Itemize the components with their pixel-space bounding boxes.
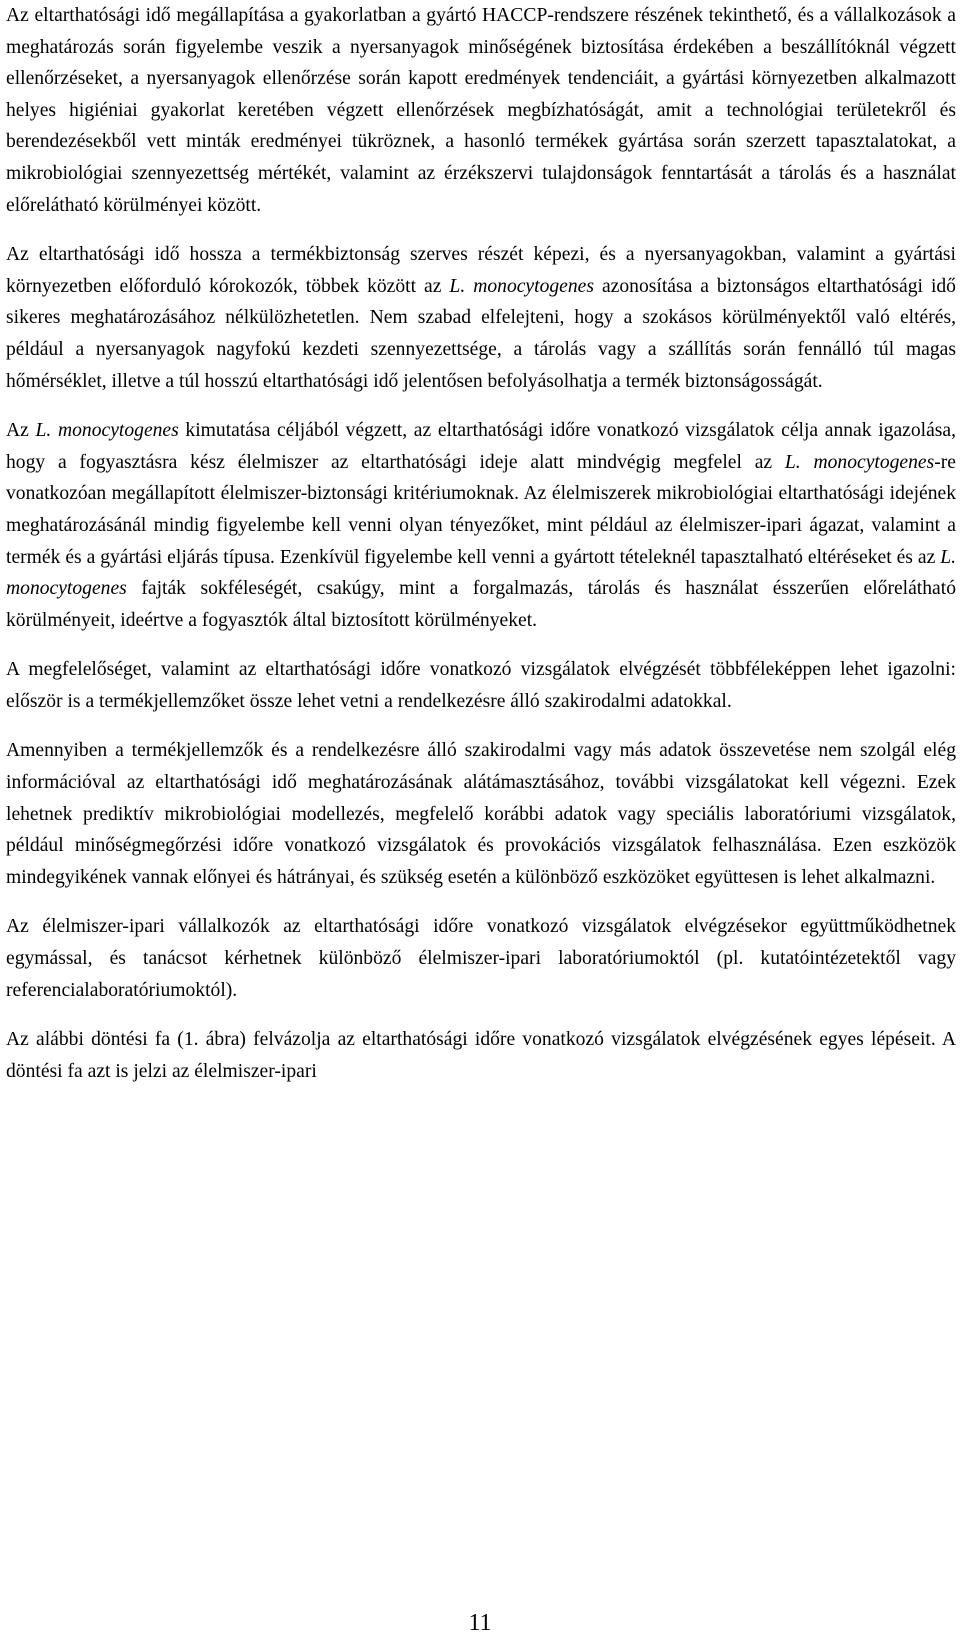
paragraph-text: Az eltarthatósági idő hossza a termékbiztonság szerves részét képezi, és a nyersanyagokban, valamint a gyártási környezetben előforduló kórokozók, többek között az	[6, 244, 956, 297]
paragraph-7	[6, 1024, 956, 1087]
paragraph-4	[6, 654, 956, 717]
paragraph-text: Az alábbi döntési fa (1. ábra) felvázolja az eltarthatósági időre vonatkozó vizsgálatok elvégzésének egyes lépéseit. A döntési fa azt is jelzi az élelmiszer-ipari	[6, 1029, 956, 1082]
paragraph-text: Az élelmiszer-ipari vállalkozók az eltarthatósági időre vonatkozó vizsgálatok elvégzésekor együttműködhetnek egymással, és tanácsot kérhetnek különböző élelmiszer-ipari laboratóriumoktól (pl. kutatóintézetektől vagy referencialaboratóriumoktól).	[6, 916, 956, 1001]
document-page	[6, 0, 956, 1087]
paragraph-text: Az	[6, 420, 36, 442]
paragraph-text: Amennyiben a termékjellemzők és a rendelkezésre álló szakirodalmi vagy más adatok összevetése nem szolgál elég információval az eltarthatósági idő meghatározásának alátámasztásához, további vizsgálatokat kell végezni. Ezek lehetnek prediktív mikrobiológiai modellezés, megfelelő korábbi adatok vagy speciális laboratóriumi vizsgálatok, például minőségmegőrzési időre vonatkozó vizsgálatok és provokációs vizsgálatok felhasználása. Ezen eszközök mindegyikének vannak előnyei és hátrányai, és szükség esetén a különböző eszközöket együttesen is lehet alkalmazni.	[6, 740, 956, 888]
paragraph-text: Az eltarthatósági idő megállapítása a gyakorlatban a gyártó HACCP-rendszere részének tekinthető, és a vállalkozások a meghatározás során figyelembe veszik a nyersanyagok minőségének biztosítása érdekében a beszállítóknál végzett ellenőrzéseket, a nyersanyagok ellenőrzése során kapott eredmények tendenciáit, a gyártási környezetben alkalmazott helyes higiéniai gyakorlat keretében végzett ellenőrzések megbízhatóságát, amit a technológiai területekről és berendezésekből vett minták eredményei tükröznek, a hasonló termékek gyártása során szerzett tapasztalatokat, a mikrobiológiai szennyezettség mértékét, valamint az érzékszervi tulajdonságok fenntartását a tárolás és a használat előrelátható körülményei között.	[6, 5, 956, 216]
paragraph-text: fajták sokféleségét, csakúgy, mint a forgalmazás, tárolás és használat ésszerűen előrelátható körülményeit, ideértve a fogyasztók által biztosított körülményeket.	[6, 578, 956, 631]
paragraph-2	[6, 239, 956, 397]
paragraph-5	[6, 735, 956, 893]
species-name-italic: L. monocytogenes	[784, 451, 935, 473]
paragraph-text: A megfelelőséget, valamint az eltarthatósági időre vonatkozó vizsgálatok elvégzését többféleképpen lehet igazolni: először is a termékjellemzőket össze lehet vetni a rendelkezésre álló szakirodalmi adatokkal.	[6, 659, 956, 712]
page-number: 11	[468, 1610, 492, 1636]
species-name-italic: L. monocytogenes	[35, 420, 179, 442]
species-name-italic: L. monocytogenes	[6, 546, 956, 600]
species-name-italic: L. monocytogenes	[449, 275, 594, 297]
paragraph-6	[6, 911, 956, 1006]
paragraph-3	[6, 415, 956, 636]
paragraph-1	[6, 0, 956, 221]
paragraph-text: azonosítása a biztonságos eltarthatósági idő sikeres meghatározásához nélkülözhetetlen. Nem szabad elfelejteni, hogy a szokásos körülményektől való eltérés, például a nyersanyagok nagyfokú kezdeti szennyezettsége, a tárolás vagy a szállítás során fennálló túl magas hőmérséklet, illetve a túl hosszú eltarthatósági idő jelentősen befolyásolhatja a termék biztonságosságát.	[6, 275, 956, 392]
paragraph-text: kimutatása céljából végzett, az eltarthatósági időre vonatkozó vizsgálatok célja annak igazolása, hogy a fogyasztásra kész élelmiszer az eltarthatósági ideje alatt mindvégig megfelel az	[6, 420, 956, 473]
paragraph-text: -re vonatkozóan megállapított élelmiszer-biztonsági kritériumoknak. Az élelmiszerek mikrobiológiai eltarthatósági idejének meghatározásánál mindig figyelembe kell venni olyan tényezőket, mint például az élelmiszer-ipari ágazat, valamint a termék és a gyártási eljárás típusa. Ezenkívül figyelembe kell venni a gyártott tételeknél tapasztalható eltéréseket és az	[6, 451, 956, 568]
